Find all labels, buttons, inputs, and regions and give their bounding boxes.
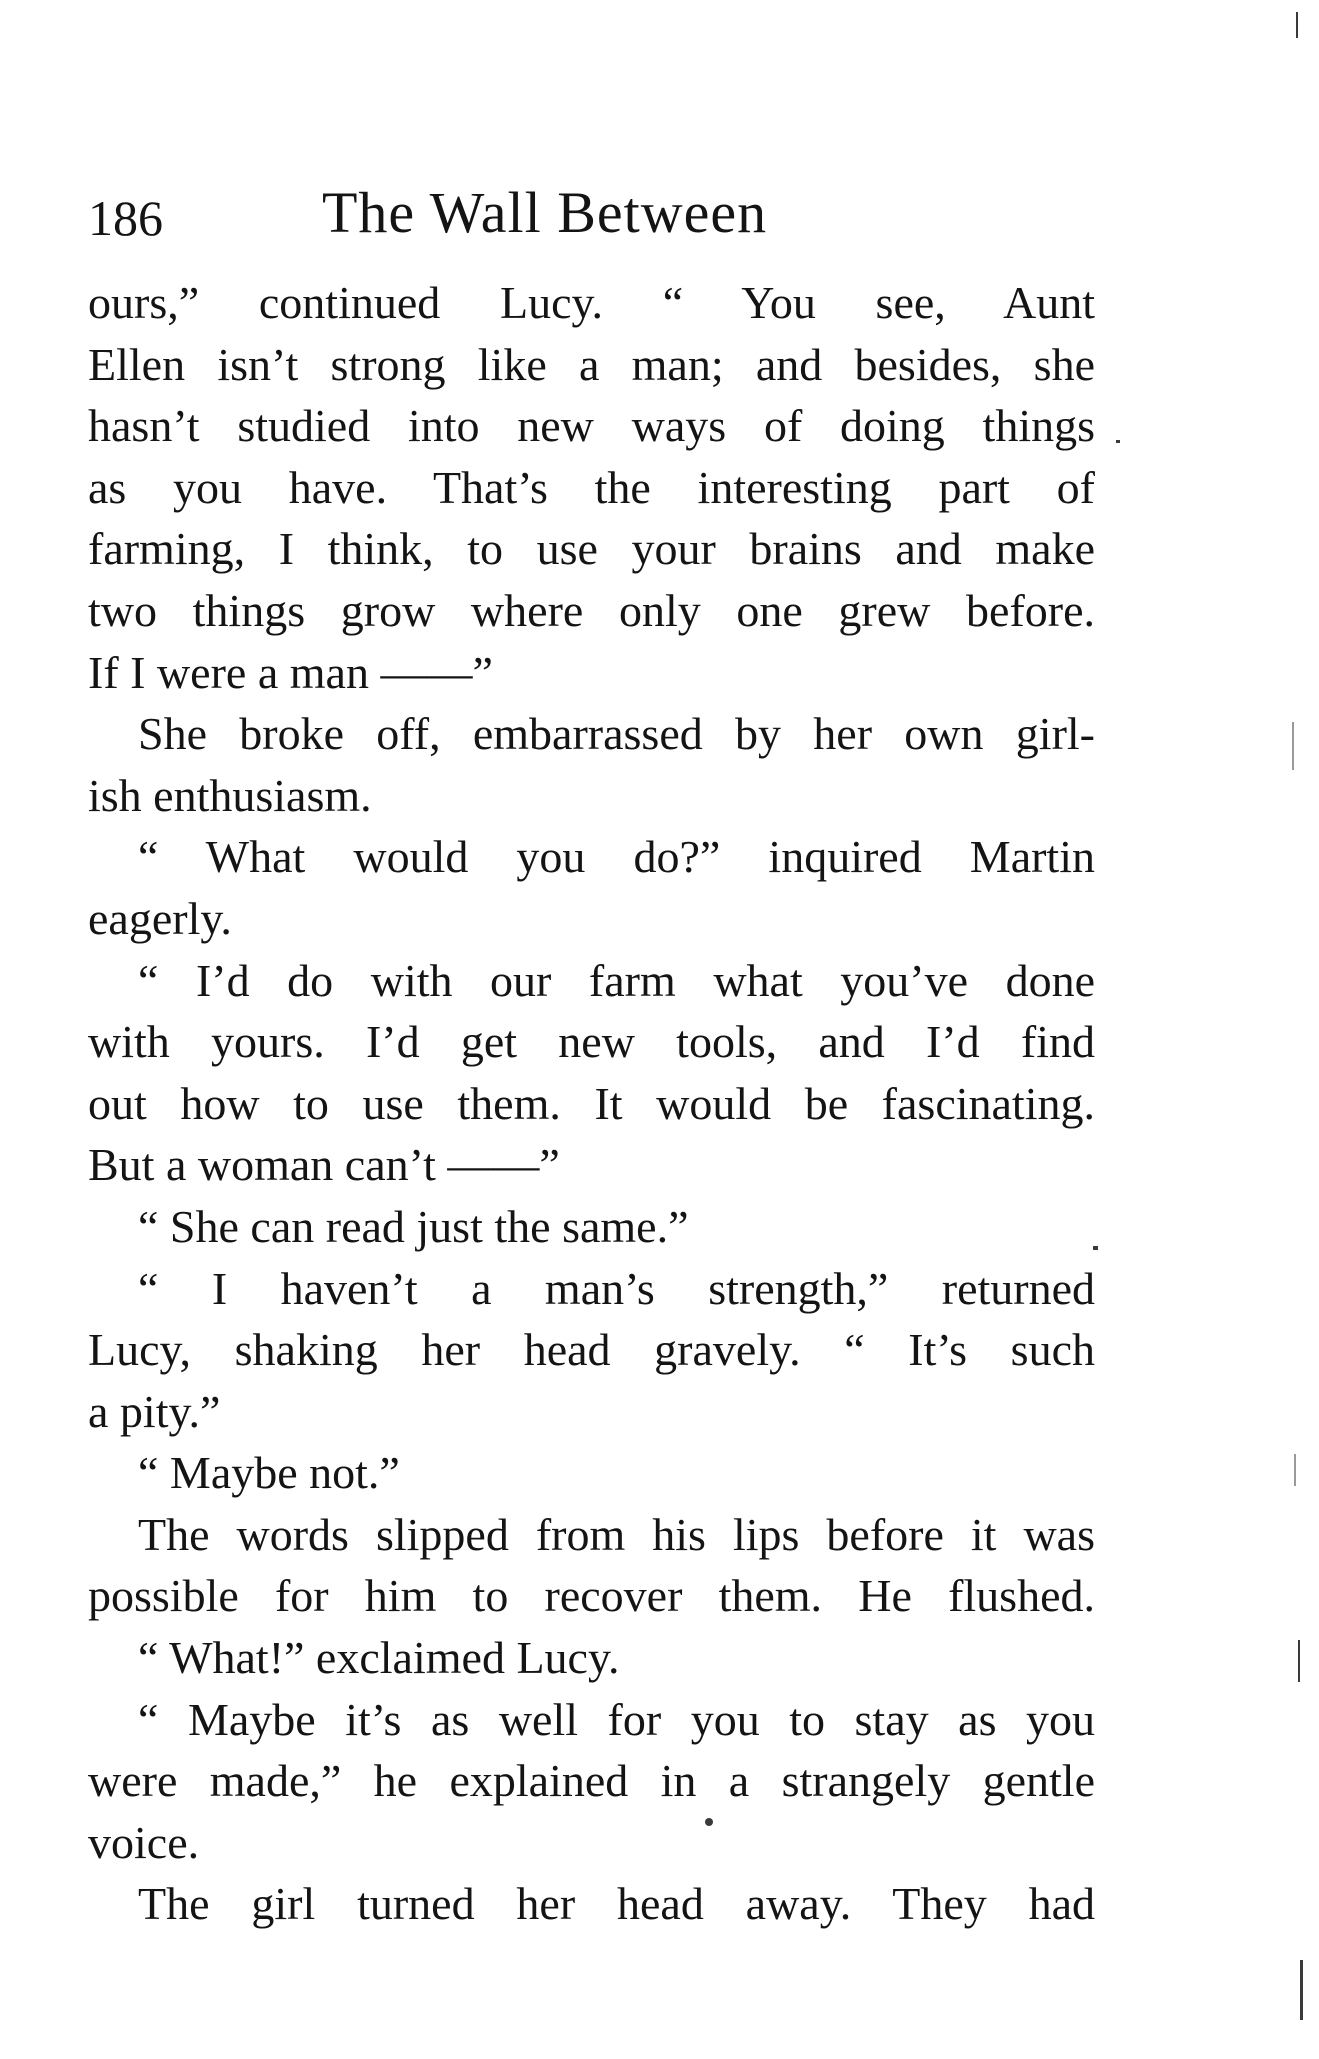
text-line: The words slipped from his lips before it was — [138, 1508, 1095, 1560]
text-line: “ She can read just the same.” — [138, 1200, 689, 1252]
text-line: If I were a man ——” — [88, 646, 493, 698]
text-line: “ I haven’t a man’s strength,” returned — [138, 1262, 1095, 1314]
text-line: ish enthusiasm. — [88, 769, 372, 821]
text-line: possible for him to recover them. He flushed. — [88, 1570, 1095, 1622]
body-text — [88, 272, 1095, 1935]
scan-speck — [705, 1818, 713, 1826]
scan-speck — [1116, 440, 1120, 443]
text-line: two things grow where only one grew before. — [88, 584, 1095, 636]
text-line: with yours. I’d get new tools, and I’d find — [88, 1016, 1095, 1068]
scan-speck — [1294, 1454, 1296, 1486]
text-line: But a woman can’t ——” — [88, 1139, 560, 1191]
text-line: The girl turned her head away. They had — [138, 1878, 1095, 1930]
text-line: “ I’d do with our farm what you’ve done — [138, 954, 1095, 1006]
text-line: a pity.” — [88, 1385, 221, 1437]
scan-speck — [1093, 1246, 1098, 1250]
text-line: were made,” he explained in a strangely gentle — [88, 1755, 1095, 1807]
text-line: hasn’t studied into new ways of doing things — [88, 400, 1095, 452]
scan-speck — [1300, 1960, 1303, 2020]
text-line: ours,” continued Lucy. “ You see, Aunt — [88, 277, 1095, 328]
text-line: as you have. That’s the interesting part of — [88, 461, 1095, 513]
text-line: She broke off, embarrassed by her own girl- — [138, 708, 1095, 760]
scan-speck — [1292, 722, 1294, 770]
page-header — [88, 178, 1098, 258]
text-line: “ Maybe it’s as well for you to stay as you — [138, 1693, 1095, 1745]
scan-speck — [1298, 1640, 1300, 1682]
text-line: farming, I think, to use your brains and make — [88, 523, 1095, 575]
page-number: 186 — [88, 190, 163, 246]
scan-speck — [1296, 12, 1298, 38]
text-line: Ellen isn’t strong like a man; and besides, she — [88, 338, 1095, 390]
text-line: “ What!” exclaimed Lucy. — [138, 1632, 620, 1684]
running-title: The Wall Between — [322, 180, 768, 245]
text-line: Lucy, shaking her head gravely. “ It’s such — [88, 1324, 1095, 1376]
text-line: out how to use them. It would be fascinating. — [88, 1077, 1095, 1129]
text-line: eagerly. — [88, 892, 232, 944]
text-line: voice. — [88, 1816, 200, 1868]
text-line: “ What would you do?” inquired Martin — [138, 831, 1095, 883]
text-line: “ Maybe not.” — [138, 1447, 400, 1499]
